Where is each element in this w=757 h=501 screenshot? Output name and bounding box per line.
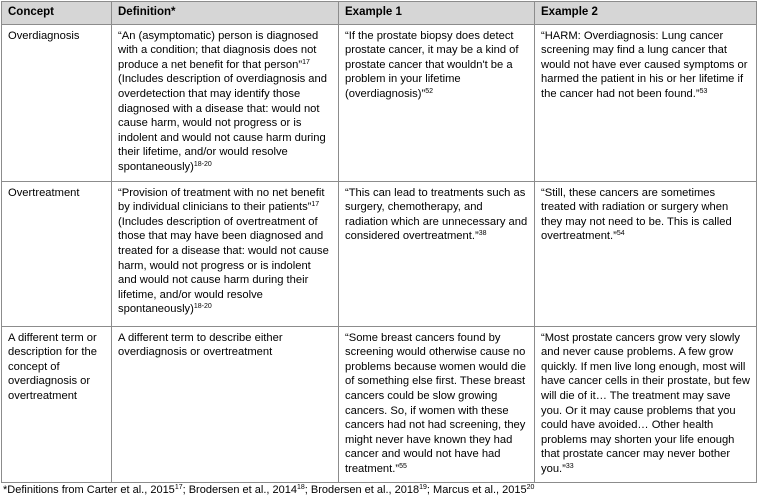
table-footnote	[3, 484, 534, 496]
example-2-cell	[535, 326, 757, 483]
cell-text: “An (asymptomatic) person is diagnosed with a condition; that diagnosis does not produce a net benefit for that person”	[118, 29, 319, 71]
definition-cell	[112, 326, 339, 483]
header-definition: Definition*	[112, 2, 339, 25]
citation-superscript: 33	[565, 462, 574, 470]
citation-superscript: 52	[425, 87, 434, 95]
citation-superscript: 54	[616, 230, 625, 238]
cell-text: *Definitions from Carter et al., 2015	[3, 484, 175, 496]
citation-superscript: 18-20	[193, 160, 212, 168]
cell-text: “Some breast cancers found by screening would otherwise cause no problems because women would die of something else first. These breast cancers could be slow growing cancers. So, if women with these cancers had not had screening, they might never have known they had cancer and would not have had treatment.”	[345, 331, 526, 475]
header-example-2: Example 2	[535, 2, 757, 25]
cell-text: ; Marcus et al., 2015	[426, 484, 527, 496]
example-2-cell	[535, 24, 757, 181]
citation-superscript: 18	[296, 484, 305, 491]
cell-text: “Most prostate cancers grow very slowly and never cause problems. A few grow quickly. If men live long enough, most will have cancer cells in their prostate, but few will die of it… The treatment may save you. Or it may cause problems that you could have avoided… Other health problems may shorten your life enough that prostate cancer may never bother you.”	[541, 331, 750, 475]
cell-text: “Provision of treatment with no net benefit by individual clinicians to their patients”	[118, 186, 325, 214]
cell-text: ; Brodersen et al., 2018	[304, 484, 420, 496]
citation-superscript: 20	[526, 484, 535, 491]
cell-text: “HARM: Overdiagnosis: Lung cancer screening may find a lung cancer that would not have ever caused symptoms or harmed the patient in his or her lifetime if the cancer had not been found.”	[541, 29, 748, 100]
header-example-1: Example 1	[339, 2, 535, 25]
cell-text: ; Brodersen et al., 2014	[182, 484, 297, 496]
cell-text: (Includes description of overtreatment of those that may have been diagnosed and treated for a disease that: would not cause harm, would not progress or is indolent and would not cause harm during their lifetime, and/or would resolve spontaneously)	[118, 215, 329, 316]
citation-superscript: 19	[419, 484, 427, 491]
header-concept: Concept	[2, 2, 112, 25]
definition-cell	[112, 181, 339, 326]
table-row	[2, 326, 757, 483]
table-row	[2, 24, 757, 181]
citation-superscript: 55	[399, 462, 407, 470]
concept-cell: A different term or description for the concept of overdiagnosis or overtreatment	[2, 326, 112, 483]
concept-cell: Overdiagnosis	[2, 24, 112, 181]
concepts-table	[1, 1, 757, 483]
example-1-cell	[339, 24, 535, 181]
example-1-cell	[339, 181, 535, 326]
citation-superscript: 17	[311, 201, 320, 209]
definition-cell	[112, 24, 339, 181]
cell-text: “If the prostate biopsy does detect prostate cancer, it may be a kind of prostate cancer that wouldn't be a problem in your lifetime (overdiagnosis)”	[345, 29, 519, 100]
citation-superscript: 53	[699, 87, 708, 95]
table-row	[2, 181, 757, 326]
example-2-cell	[535, 181, 757, 326]
citation-superscript: 38	[478, 230, 487, 238]
concept-cell: Overtreatment	[2, 181, 112, 326]
citation-superscript: 17	[302, 58, 310, 66]
cell-text: A different term to describe either overdiagnosis or overtreatment	[118, 331, 283, 359]
cell-text: “This can lead to treatments such as surgery, chemotherapy, and radiation which are unnecessary and considered overtreatment.”	[345, 186, 528, 243]
citation-superscript: 18-20	[193, 303, 212, 311]
header-row	[2, 2, 757, 25]
example-1-cell	[339, 326, 535, 483]
cell-text: “Still, these cancers are sometimes treated with radiation or surgery when they may not need to be. This is called overtreatment.”	[541, 186, 732, 243]
citation-superscript: 17	[174, 484, 183, 491]
cell-text: (Includes description of overdiagnosis and overdetection that may identify those diagnosed with a disease that: would not cause harm, would not progress or is indolent and would not cause harm during their lifetime, and/or would resolve spontaneously)	[118, 73, 327, 173]
